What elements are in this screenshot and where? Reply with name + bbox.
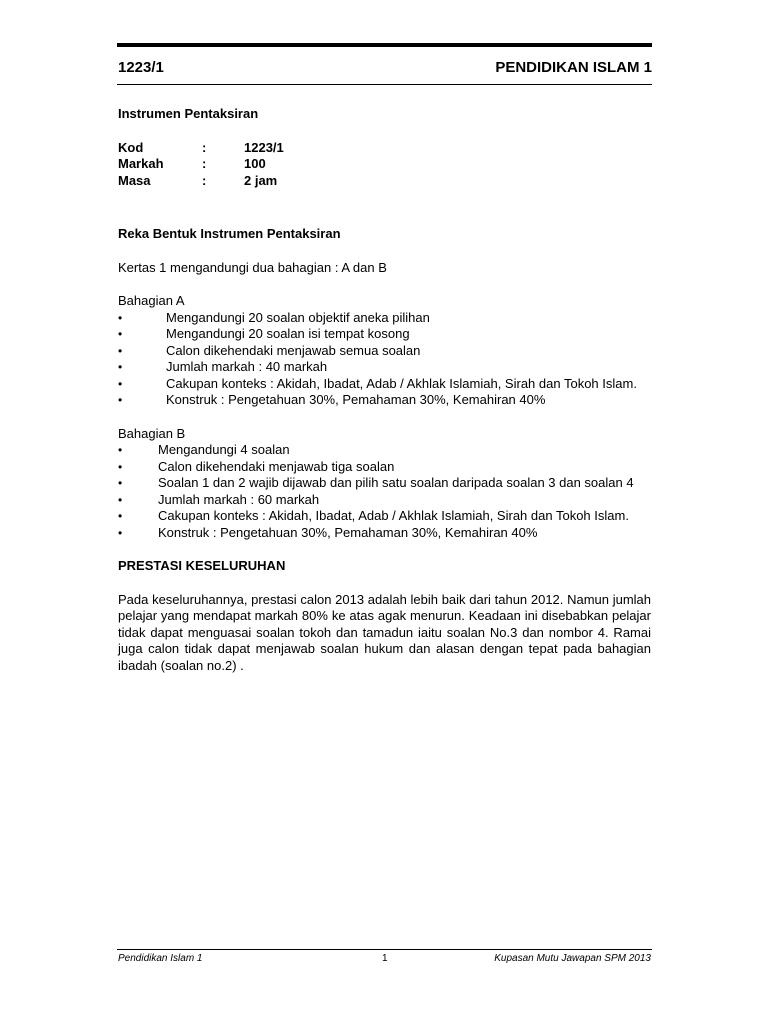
instrumen-key: Kod <box>118 139 144 155</box>
bahagian-a-list <box>118 310 651 409</box>
list-item: Mengandungi 4 soalan <box>158 442 290 457</box>
list-item: Jumlah markah : 60 markah <box>158 491 320 507</box>
prestasi-title: PRESTASI KESELURUHAN <box>118 558 286 573</box>
header-rule-thin <box>117 84 652 85</box>
instrumen-sep: : <box>202 139 207 155</box>
footer-rule <box>117 949 652 950</box>
bahagian-b-title: Bahagian B <box>118 425 186 441</box>
list-item: Calon dikehendaki menjawab tiga soalan <box>158 458 395 474</box>
reka-intro: Kertas 1 mengandungi dua bahagian : A dan B <box>118 259 387 275</box>
list-item: Cakupan konteks : Akidah, Ibadat, Adab / Akhlak Islamiah, Sirah dan Tokoh Islam. <box>158 508 629 523</box>
list-item: Jumlah markah : 40 markah <box>166 359 328 374</box>
list-item: Mengandungi 20 soalan objektif aneka pilihan <box>166 309 430 325</box>
instrumen-title: Instrumen Pentaksiran <box>118 106 259 121</box>
list-item: Soalan 1 dan 2 wajib dijawab dan pilih satu soalan daripada soalan 3 dan soalan 4 <box>158 475 634 490</box>
list-item: Cakupan konteks : Akidah, Ibadat, Adab / Akhlak Islamiah, Sirah dan Tokoh Islam. <box>166 375 637 391</box>
prestasi-paragraph: Pada keseluruhannya, prestasi calon 2013 adalah lebih baik dari tahun 2012. Namun jumlah pelajar yang mendapat markah 80% ke atas agak menurun. Keadaan ini disebabkan pelajar tidak dapat menguasai soalan tokoh dan tamadun iaitu soalan No.3 dan nombor 4. Ramai juga calon tidak dapat menjawab soalan hukum dan alasan dengan tepat pada bahagian ibadah (soalan no.2) . <box>118 591 651 673</box>
instrumen-value: 2 jam <box>244 172 278 188</box>
instrumen-row-masa <box>118 173 651 190</box>
header-rule-thick <box>117 43 652 47</box>
footer-title: Kupasan Mutu Jawapan SPM 2013 <box>494 953 651 964</box>
reka-title: Reka Bentuk Instrumen Pentaksiran <box>118 226 341 241</box>
list-item: Mengandungi 20 soalan isi tempat kosong <box>166 326 410 341</box>
footer-page-number: 1 <box>382 953 388 964</box>
instrumen-key: Masa <box>118 172 151 188</box>
instrumen-value: 1223/1 <box>244 139 284 155</box>
bahagian-a-title: Bahagian A <box>118 293 185 308</box>
list-item: Calon dikehendaki menjawab semua soalan <box>166 342 421 358</box>
header-paper-code: 1223/1 <box>118 59 164 76</box>
instrumen-row-markah <box>118 156 651 173</box>
list-item: Konstruk : Pengetahuan 30%, Pemahaman 30%, Kemahiran 40% <box>166 392 546 407</box>
instrumen-sep: : <box>202 156 207 171</box>
bahagian-b-list <box>118 442 651 541</box>
instrumen-value: 100 <box>244 156 266 171</box>
instrumen-sep: : <box>202 172 207 188</box>
instrumen-row-kod <box>118 140 651 157</box>
instrumen-key: Markah <box>118 156 164 171</box>
footer-subject: Pendidikan Islam 1 <box>118 953 203 964</box>
header-subject: PENDIDIKAN ISLAM 1 <box>495 59 652 76</box>
instrumen-table <box>118 140 651 190</box>
document-body <box>118 106 651 674</box>
list-item: Konstruk : Pengetahuan 30%, Pemahaman 30%, Kemahiran 40% <box>158 524 538 540</box>
